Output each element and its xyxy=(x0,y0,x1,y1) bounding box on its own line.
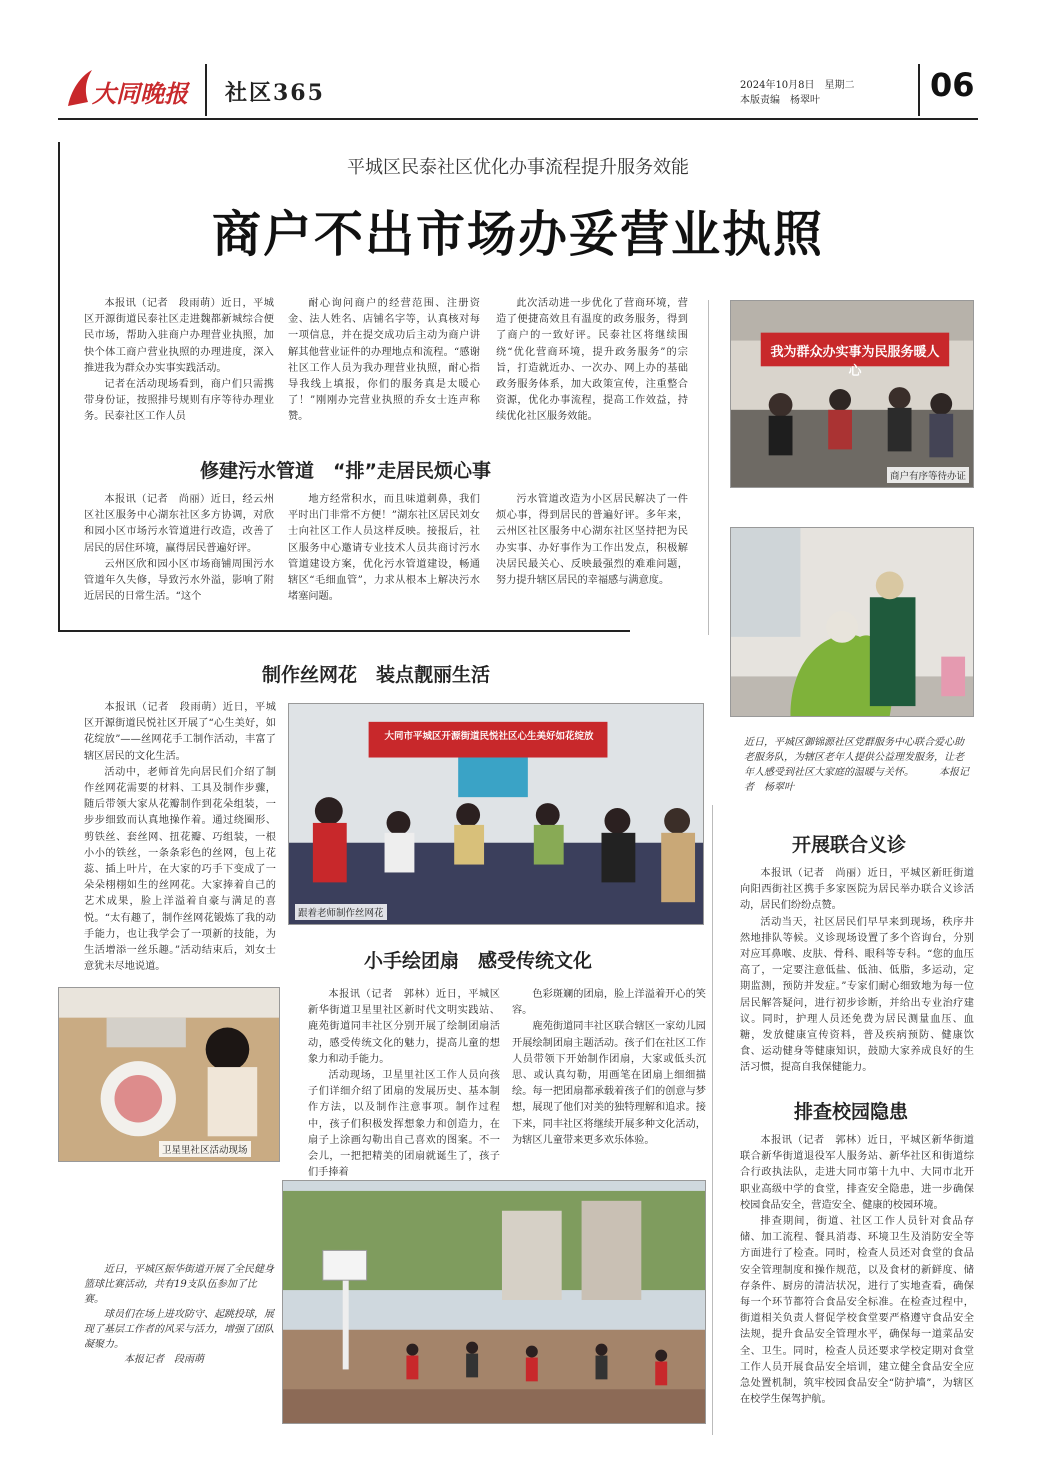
basketball-caption: 近日，平城区振华街道开展了全民健身篮球比赛活动，共有19支队伍参加了比赛。 球员们在场上进攻防守、起跳投球，展现了基层工作者的风采与活力，增强了团队凝聚力。 本报记者 段雨萌 xyxy=(84,1264,274,1365)
frame-left xyxy=(58,142,60,632)
school-body: 本报讯（记者 郭林）近日，平城区新华街道联合新华街道退役军人服务站、新华社区和街道综合行政执法队，走进大同市第十九中、大同市北开职业高级中学的食堂，排查安全隐患，进一步确保校园食品安全，营造安全、健康的校园环境。 排查期间，街道、社区工作人员针对食品存储、加工流程、餐具消毒、环境卫生及消防安全等方面进行了检查。同时，检查人员还对食堂的食品安全管理制度和操作规范，以及食材的新鲜度、储存条件、厨房的清洁状况，进行了实地查看，确保每一个环节都符合食品安全标准。在检查过程中，街道相关负责人督促学校食堂要严格遵守食品安全法规，提升食品安全管理水平，确保每一道菜品安全、卫生。同时，检查人员还要求学校定期对食堂工作人员开展食品安全培训，建立健全食品安全应急处置机制，筑牢校园食品安全“防护墙”，为辖区在校学生保驾护航。 xyxy=(740,1135,974,1406)
frame-bottom xyxy=(58,630,630,632)
lead-photo xyxy=(730,300,974,488)
fan-title: 小手绘团扇 感受传统文化 xyxy=(364,950,593,972)
fan-photo xyxy=(58,987,280,1162)
sewer-col2: 地方经常积水，而且味道刺鼻，我们平时出门非常不方便！”湖东社区居民刘女士向社区工作人员这样反映。接报后，社区服务中心邀请专业技术人员共商讨污水管道建设方案，优化污水管道建设，畅通辖区“毛细血管”，力求从根本上解决污水堵塞问题。 xyxy=(288,494,480,603)
flower-title: 制作丝网花 装点靓丽生活 xyxy=(262,664,491,686)
lead-kicker: 平城区民泰社区优化办事流程提升服务效能 xyxy=(347,157,689,178)
sewer-title: 修建污水管道 “排”走居民烦心事 xyxy=(200,460,491,482)
issue-date: 2024年10月8日 星期二 本版责编 杨翠叶 xyxy=(740,80,855,106)
lead-title: 商户不出市场办妥营业执照 xyxy=(211,206,824,263)
lead-photo-banner: 我为群众办实事为民服务暖人心 xyxy=(770,345,940,379)
clinic-title: 开展联合义诊 xyxy=(792,834,907,856)
basketball-photo xyxy=(282,1180,706,1424)
haircut-photo xyxy=(730,527,974,717)
haircut-caption: 近日，平城区御锦源社区党群服务中心联合爱心助老服务队，为辖区老年人提供公益理发服务，让老年人感受到社区大家庭的温暖与关怀。 本报记者 杨翠叶 xyxy=(744,737,969,793)
sewer-col3: 污水管道改造为小区居民解决了一件烦心事，得到居民的普遍好评。多年来，云州区社区服务中心湖东社区坚持把为民办实事、办好事作为工作出发点，积极解决居民最关心、反映最强烈的难难问题，努力提升辖区居民的幸福感与满意度。 xyxy=(496,494,688,587)
right-divider xyxy=(712,805,713,1435)
lead-photo-caption: 商户有序等待办证 xyxy=(887,467,969,483)
sewer-col1: 本报讯（记者 尚丽）近日，经云州区社区服务中心湖东社区多方协调，对欣和园小区市场污水管道进行改造，改善了居民的居住环境，赢得居民普遍好评。 云州区欣和园小区市场商铺周围污水管道年久失修，导致污水外溢，影响了附近居民的日常生活。“这个 xyxy=(84,494,274,603)
flower-photo-banner: 大同市平城区开源街道民悦社区心生美好如花绽放 xyxy=(384,731,594,742)
school-title: 排查校园隐患 xyxy=(794,1101,909,1123)
section-title: 社区365 xyxy=(225,80,325,106)
fan-col1: 本报讯（记者 郭林）近日，平城区新华街道卫星里社区新时代文明实践站、鹿苑街道同丰社区分别开展了绘制团扇活动，感受传统文化的魅力，提高儿童的想象力和动手能力。 活动现场，卫星里社区工作人员向孩子们详细介绍了团扇的发展历史、基本制作方法，以及制作注意事项。制作过程中，孩子们积极发挥想象力和创造力，在扇子上涂画勾勒出自己喜欢的图案。不一会儿，一把把精美的团扇就诞生了，孩子们手捧着 xyxy=(308,989,500,1179)
clinic-body: 本报讯（记者 尚丽）近日，平城区新旺街道向阳西街社区携手多家医院为居民举办联合义诊活动，居民们纷纷点赞。 活动当天，社区居民们早早来到现场，秩序井然地排队等候。义诊现场设置了多个咨询台，分别对应耳鼻喉、皮肤、骨科、眼科等专科。“您的血压高了，一定要注意低盐、低油、低脂，多运动，定期监测，预防并发症。”专家们耐心细致地为每一位居民解答疑问，进行初步诊断，并给出专业治疗建议。同时，护理人员还免费为居民测量血压、血糖，发放健康宣传资料，普及疾病预防、健康饮食、运动健身等健康知识，鼓励大家养成良好的生活习惯，提高自我保健能力。 xyxy=(740,868,974,1074)
flower-photo xyxy=(288,703,704,925)
newspaper-logo xyxy=(62,66,190,112)
flower-photo-caption: 跟着老师制作丝网花 xyxy=(295,904,387,920)
fan-photo-caption: 卫星里社区活动现场 xyxy=(159,1141,251,1157)
fan-col2: 色彩斑斓的团扇，脸上洋溢着开心的笑容。 鹿苑街道同丰社区联合辖区一家幼儿园开展绘制团扇主题活动。孩子们在社区工作人员带领下开始制作团扇，大家或低头沉思、或认真勾勒，用画笔在团扇上细细描绘。每一把团扇都承载着孩子们的创意与梦想，展现了他们对美的独特理解和追求。接下来，同丰社区将继续开展多种文化活动，为辖区儿童带来更多欢乐体验。 xyxy=(512,989,706,1146)
flower-body: 本报讯（记者 段雨萌）近日，平城区开源街道民悦社区开展了“心生美好，如花绽放”——丝网花手工制作活动，丰富了辖区居民的文化生活。 活动中，老师首先向居民们介绍了制作丝网花需要的材料、工具及制作步骤，随后带领大家从花瓣制作到花朵组装，一步步细致而认真地操作着。通过绕圈形、剪铁丝、套丝网、扭花瓣、巧组装，一根小小的铁丝，一条条彩色的丝网，包上花蕊、插上叶片，在大家的巧手下变成了一朵朵栩栩如生的丝网花。大家捧着自己的艺术成果，脸上洋溢着自豪与满足的喜悦。“太有趣了，制作丝网花锻炼了我的动手能力，也让我学会了一项新的技能，为生活增添一丝乐趣。”活动结束后，刘女士意犹未尽地说道。 xyxy=(84,702,276,973)
column-divider xyxy=(708,300,709,635)
lead-col2: 耐心询问商户的经营范围、注册资金、法人姓名、店铺名字等，认真核对每一项信息，并在提交成功后主动为商户讲解其他营业证件的办理地点和流程。“感谢社区工作人员为我办理营业执照，耐心指导我线上填报，你们的服务真是太暖心了！”刚刚办完营业执照的乔女士连声称赞。 xyxy=(288,298,480,423)
lead-col1: 本报讯（记者 段雨萌）近日，平城区开源街道民泰社区走进魏都新城综合便民市场，帮助入驻商户办理营业执照，加快个体工商户营业执照的办理进度，深入推进我为群众办实事实践活动。 记者在活动现场看到，商户们只需携带身份证，按照排号规则有序等待办理业务。民泰社区工作人员 xyxy=(84,298,274,423)
lead-col3: 此次活动进一步优化了营商环境，营造了便捷高效且有温度的政务服务，得到了商户的一致好评。民泰社区将继续围绕“优化营商环境，提升政务服务”的宗旨，打造就近办、一次办、网上办的基础政务服务体系，加大政策宣传，注重整合资源，优化办事流程，提高工作效益，持续优化社区服务效能。 xyxy=(496,298,688,423)
page-number: 06 xyxy=(930,66,975,104)
masthead-rule xyxy=(58,118,978,120)
svg-text:大同晚报: 大同晚报 xyxy=(92,79,188,108)
